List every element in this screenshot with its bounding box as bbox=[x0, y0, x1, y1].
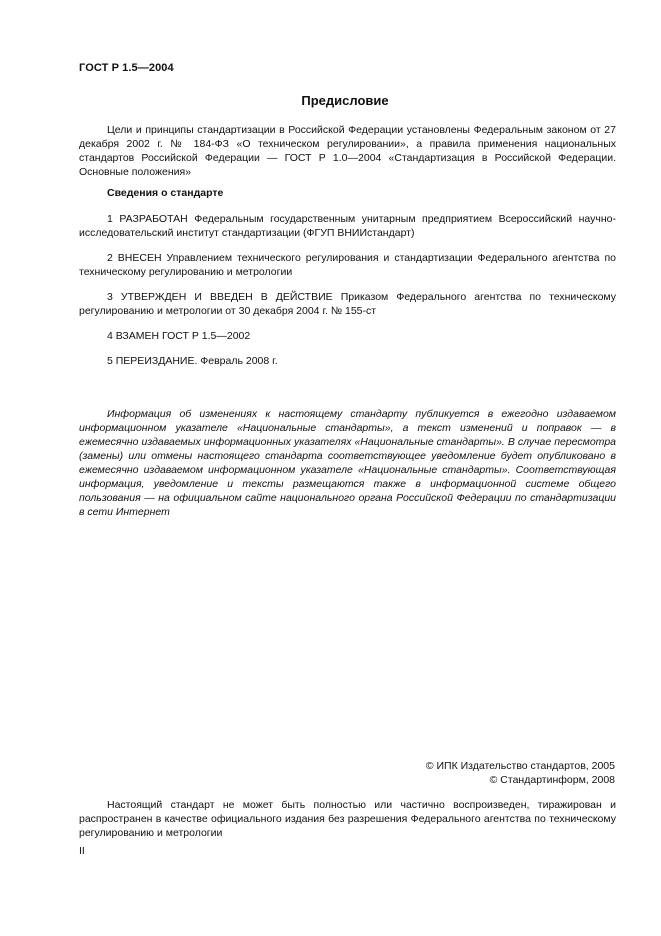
document-code-header: ГОСТ Р 1.5—2004 bbox=[79, 62, 174, 74]
page-title: Предисловие bbox=[301, 93, 389, 108]
info-item-text: 1 РАЗРАБОТАН Федеральным государственным унитарным предприятием Всероссийский научно-исследовательский институт стандартизации (ФГУП ВНИИстандарт) bbox=[79, 213, 616, 239]
info-item-4 bbox=[79, 329, 616, 343]
copyright-line-publisher: © ИПК Издательство стандартов, 2005 bbox=[425, 760, 615, 772]
info-item-5 bbox=[79, 354, 616, 368]
changes-notice-text: Информация об изменениях к настоящему стандарту публикуется в ежегодно издаваемом информационном указателе «Национальные стандарты», а текст изменений и поправок — в ежемесячно издаваемых информационных указателях «Национальные стандарты». В случае пересмотра (замены) или отмены настоящего стандарта соответствующее уведомление будет опубликовано в ежемесячно издаваемом информационном указателе «Национальные стандарты». Соответствующая информация, уведомление и тексты размещаются также в информационной системе общего пользования — на официальном сайте национального органа Российской Федерации по стандартизации в сети Интернет bbox=[79, 408, 616, 518]
copyright-line-standartinform: © Стандартинформ, 2008 bbox=[489, 774, 615, 786]
info-item-text: 4 ВЗАМЕН ГОСТ Р 1.5—2002 bbox=[107, 330, 251, 342]
rights-notice-text: Настоящий стандарт не может быть полностью или частично воспроизведен, тиражирован и распространен в качестве официального издания без разрешения Федерального агентства по техническому регулированию и метрологии bbox=[79, 799, 616, 839]
changes-notice bbox=[79, 407, 616, 519]
copyright-block bbox=[426, 759, 615, 787]
page-number: II bbox=[79, 845, 85, 857]
standard-info-heading: Сведения о стандарте bbox=[107, 187, 224, 199]
intro-paragraph bbox=[79, 123, 616, 179]
info-item-text: 2 ВНЕСЕН Управлением технического регулирования и стандартизации Федерального агентства по техническому регулированию и метрологии bbox=[79, 252, 616, 278]
info-item-1 bbox=[79, 212, 616, 240]
rights-notice bbox=[79, 798, 616, 840]
intro-text: Цели и принципы стандартизации в Российской Федерации установлены Федеральным законом от 27 декабря 2002 г. № 184-ФЗ «О техническом регулировании», а правила применения национальных стандартов Российской Федерации — ГОСТ Р 1.0—2004 «Стандартизация в Российской Федерации. Основные положения» bbox=[79, 124, 616, 178]
info-item-2 bbox=[79, 251, 616, 279]
info-item-text: 5 ПЕРЕИЗДАНИЕ. Февраль 2008 г. bbox=[107, 355, 278, 367]
info-item-3 bbox=[79, 290, 616, 318]
info-item-text: 3 УТВЕРЖДЕН И ВВЕДЕН В ДЕЙСТВИЕ Приказом Федерального агентства по техническому регулированию и метрологии от 30 декабря 2004 г. № 155-ст bbox=[79, 291, 616, 317]
